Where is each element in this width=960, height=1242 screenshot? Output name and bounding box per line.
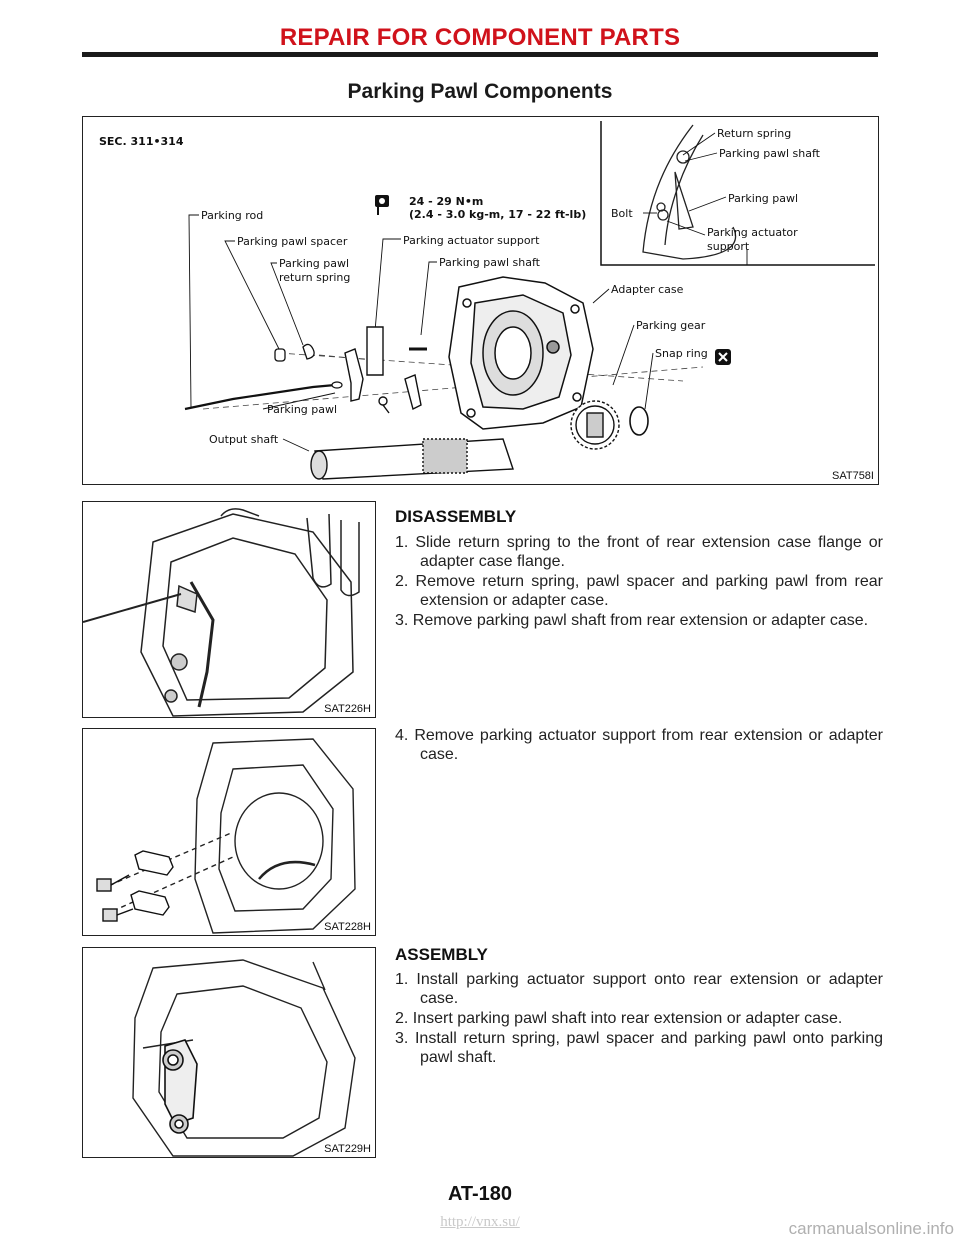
actuator-support-parts: [97, 851, 173, 921]
adapter-case-drawing: [449, 277, 593, 429]
figure-code-sat228h: SAT228H: [324, 921, 371, 933]
disassembly-heading: DISASSEMBLY: [395, 507, 517, 526]
label-parking-rod: Parking rod: [201, 209, 264, 222]
disassembly-step-1: 1. Slide return spring to the front of rear extension case flange or adapter case flange.: [395, 534, 883, 570]
page-header-title: REPAIR FOR COMPONENT PARTS: [279, 24, 681, 51]
label-inset-parking-actuator-2: support: [707, 240, 750, 253]
assembly-step-1: 1. Install parking actuator support onto rear extension or adapter case.: [395, 971, 883, 1007]
disassembly-step-2: 2. Remove return spring, pawl spacer and parking pawl from rear extension or adapter case.: [395, 573, 883, 609]
label-inset-parking-actuator-1: Parking actuator: [707, 226, 798, 239]
label-output-shaft: Output shaft: [209, 433, 279, 446]
disassembly-photo-drawing: [83, 502, 377, 719]
output-shaft-drawing: [311, 439, 513, 479]
disassembly-steps-list-continued: [395, 726, 883, 765]
snap-ring-drawing: [630, 407, 648, 435]
disassembly-step-4: 4. Remove parking actuator support from rear extension or adapter case.: [395, 727, 883, 763]
label-parking-pawl: Parking pawl: [267, 403, 338, 416]
assembly-steps-list: [395, 970, 883, 1068]
watermark-text: carmanualsonline.info: [788, 1219, 954, 1238]
assembly-step-3: 3. Install return spring, pawl spacer and parking pawl onto parking pawl shaft.: [395, 1030, 883, 1066]
assembly-step-2: 2. Insert parking pawl shaft into rear extension or adapter case.: [395, 1010, 843, 1027]
support-removal-drawing: [83, 729, 377, 937]
section-code-label: SEC. 311•314: [99, 135, 184, 148]
label-parking-actuator-support: Parking actuator support: [403, 234, 540, 247]
disassembly-steps-list: [395, 533, 883, 631]
label-parking-pawl-return-spring-2: return spring: [279, 271, 351, 284]
disassembly-step-3: 3. Remove parking pawl shaft from rear extension or adapter case.: [395, 612, 869, 629]
label-inset-parking-pawl: Parking pawl: [728, 192, 799, 205]
torque-spec-line2: (2.4 - 3.0 kg-m, 17 - 22 ft-lb): [409, 208, 587, 221]
torque-spec-line1: 24 - 29 N•m: [409, 195, 484, 208]
label-snap-ring: Snap ring: [655, 347, 708, 360]
components-figure: [82, 116, 879, 485]
label-adapter-case: Adapter case: [611, 283, 684, 296]
support-removal-photo-figure: [82, 728, 376, 936]
source-url-link[interactable]: http://vnx.su/: [440, 1214, 520, 1230]
do-not-reuse-icon: [715, 349, 731, 365]
assembly-photo-figure: [82, 947, 376, 1158]
label-inset-parking-pawl-shaft: Parking pawl shaft: [719, 147, 820, 160]
label-parking-pawl-shaft: Parking pawl shaft: [439, 256, 540, 269]
assembled-pawl-parts: [163, 1040, 197, 1133]
figure-code-sat229h: SAT229H: [324, 1143, 371, 1155]
components-diagram: [83, 117, 880, 486]
section-title: Parking Pawl Components: [347, 80, 613, 103]
header-rule: [82, 52, 878, 57]
torque-wrench-icon: [375, 195, 389, 215]
page-number: AT-180: [447, 1183, 513, 1205]
parking-pawl-drawing: [345, 327, 421, 413]
label-inset-return-spring: Return spring: [717, 127, 792, 140]
label-parking-gear: Parking gear: [636, 319, 706, 332]
pawl-spacer-drawing: [275, 344, 314, 361]
disassembly-photo-figure: [82, 501, 376, 718]
parking-gear-drawing: [571, 401, 619, 449]
label-parking-pawl-spacer: Parking pawl spacer: [237, 235, 348, 248]
figure-code-sat758i: SAT758I: [832, 470, 874, 482]
assembly-photo-drawing: [83, 948, 377, 1159]
assembly-heading: ASSEMBLY: [395, 945, 488, 964]
figure-code-sat226h: SAT226H: [324, 703, 371, 715]
label-inset-bolt: Bolt: [611, 207, 633, 220]
label-parking-pawl-return-spring-1: Parking pawl: [279, 257, 350, 270]
